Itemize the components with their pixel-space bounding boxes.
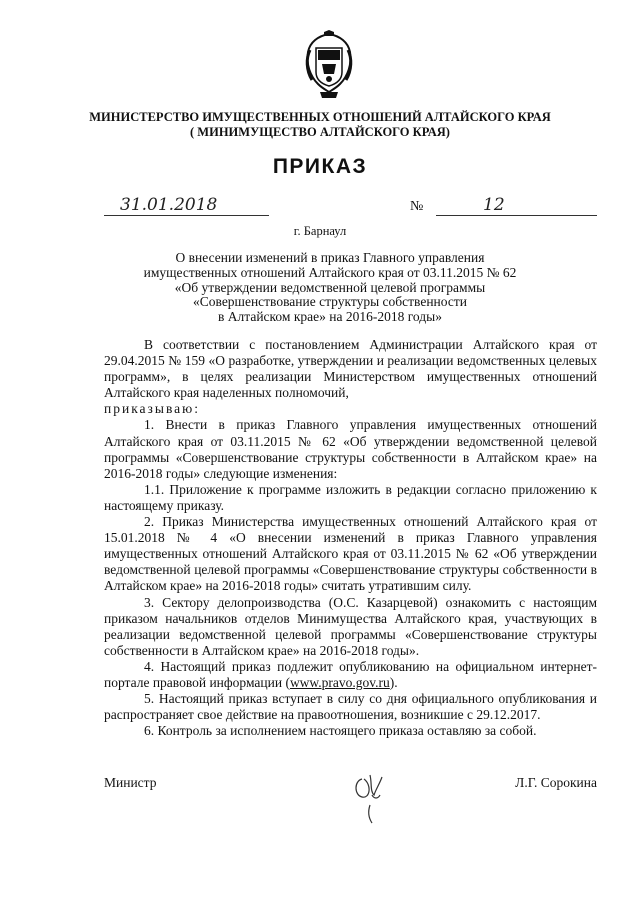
- title-line: «Совершенствование структуры собственности: [193, 294, 467, 310]
- city: г. Барнаул: [293, 224, 347, 238]
- item-2: 2. Приказ Министерства имущественных отношений Алтайского края от 15.01.2018 № 4 «О внесении изменений в приказ Главного управления имущественных отношений Алтайского края от 03.11.2015 № 62 «Об утверждении ведомственной целевой программы «Совершенствование структуры собственности в Алтайском крае» на 2016-2018 годы» считать утратившим силу.: [104, 514, 597, 594]
- document-type: ПРИКАЗ: [272, 155, 368, 178]
- document-date: 31.01.2018: [120, 195, 218, 215]
- title-line: имущественных отношений Алтайского края от 03.11.2015 № 62: [143, 264, 517, 280]
- item-6: 6. Контроль за исполнением настоящего приказа оставляю за собой.: [144, 723, 537, 739]
- number-label: №: [410, 199, 424, 214]
- item-5: 5. Настоящий приказ вступает в силу со дня официального опубликования и распространяет свое действие на правоотношения, возникшие с 29.12.2017.: [104, 691, 597, 723]
- ministry-name: МИНИСТЕРСТВО ИМУЩЕСТВЕННЫХ ОТНОШЕНИЙ АЛТАЙСКОГО КРАЯ: [89, 110, 551, 124]
- signer-name: Л.Г. Сорокина: [515, 775, 597, 790]
- document-title: [130, 251, 530, 325]
- number-underline: [436, 215, 597, 216]
- item-1: 1. Внести в приказ Главного управления имущественных отношений Алтайского края от 03.11.2015 № 62 «Об утверждении ведомственной целевой программы «Совершенствование структуры собственности в Алтайском крае» на 2016-2018 годы» следующие изменения:: [104, 417, 597, 481]
- pravo-link[interactable]: www.pravo.gov.ru: [289, 674, 390, 690]
- document-number: 12: [483, 195, 505, 215]
- document-body: [104, 337, 597, 739]
- ministry-short-name: ( МИНИМУЩЕСТВО АЛТАЙСКОГО КРАЯ): [190, 125, 450, 139]
- item-3: 3. Сектору делопроизводства (О.С. Казарцевой) ознакомить с настоящим приказом начальников отделов Минимущества Алтайского края, участвующих в реализации ведомственной целевой программы «Совершенствование структуры собственности в Алтайском крае» на 2016-2018 годы».: [104, 594, 597, 658]
- item-4: [104, 659, 597, 691]
- item-1-1: 1.1. Приложение к программе изложить в редакции согласно приложению к настоящему приказу.: [104, 481, 597, 513]
- item-4-text: 4. Настоящий приказ подлежит опубликованию на официальном интернет-портале правовой информации (: [104, 658, 597, 690]
- date-underline: [104, 215, 269, 216]
- title-line: О внесении изменений в приказ Главного управления: [175, 250, 485, 265]
- coat-of-arms-icon: [300, 30, 358, 100]
- signer-position: Министр: [104, 775, 157, 790]
- handwritten-signature: [348, 765, 388, 825]
- preamble: В соответствии с постановлением Администрации Алтайского края от 29.04.2015 № 159 «О разработке, утверждении и реализации ведомственных целевых программ», в целях реализации Министерством имущественных отношений Алтайского края наделенных полномочий,: [104, 337, 597, 401]
- order-word: приказываю:: [104, 401, 200, 417]
- title-line: в Алтайском крае» на 2016-2018 годы»: [218, 309, 442, 325]
- title-line: «Об утверждении ведомственной целевой программы: [174, 279, 486, 295]
- item-4-end: ).: [389, 674, 398, 690]
